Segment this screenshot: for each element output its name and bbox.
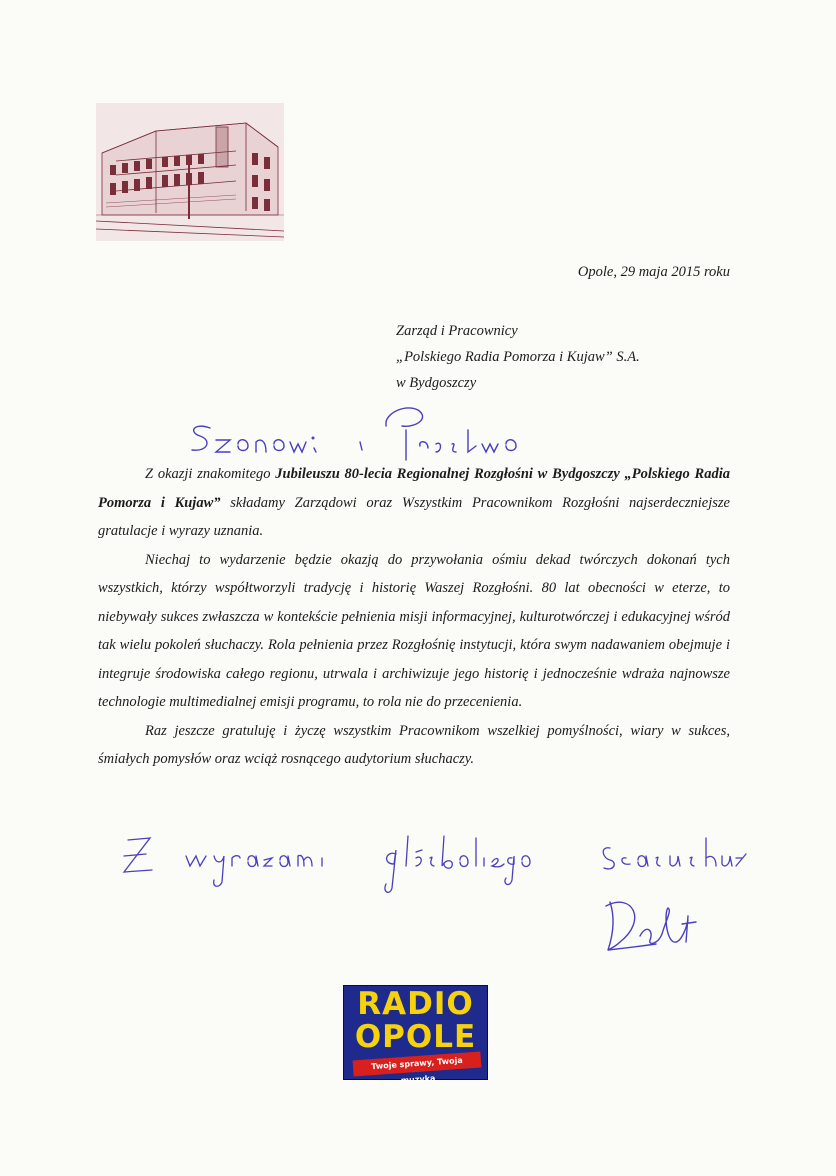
paragraph-3: Raz jeszcze gratuluję i życzę wszystkim Pracownikom wszelkiej pomyślności, wiary w sukces, śmiałych pomysłów oraz wciąż rosnącego audytorium słuchaczy. [98,722,730,767]
recipient-line-2: „Polskiego Radia Pomorza i Kujaw” S.A. [396,349,640,365]
jubilee-highlight: Jubileuszu 80-lecia Regionalnej Rozgłośni w Bydgoszczy „Polskiego Radia Pomorza i Kujaw” [98,466,730,511]
logo-tagline: Twoje sprawy, Twoja muzyka [353,1052,482,1077]
letter-body [98,460,730,774]
handwritten-closing [110,818,774,898]
closing-text: Z wyrazami głębokiego szacunku [760,826,774,827]
logo-line-1: RADIO [357,986,474,1022]
paragraph-1: Z okazji znakomitego Jubileuszu 80-lecia Regionalnej Rozgłośni w Bydgoszczy „Polskiego Radia Pomorza i Kujaw” składamy Zarządowi oraz Wszystkim Pracownikom Rozgłośni najserdeczniejsze gratulacje i wyrazy uznania. [98,466,730,539]
paragraph-2: Niechaj to wydarzenie będzie okazją do przywołania ośmiu dekad twórczych dokonań tych wszystkich, którzy współtworzyli tradycję i historię Waszej Rozgłośni. 80 lat obecności w eterze, to niebywały sukces zwłaszcza w kontekście pełnienia misji informacyjnej, kulturotwórczej i edukacyjnej wśród tak wielu pokoleń słuchaczy. Rola pełnienia przez Rozgłośnię instytucji, która swym nadawaniem obejmuje i integruje środowiska całego regionu, utrwala i archiwizuje jego historię i jednocześnie wdraża najnowsze technologie multimedialnej emisji programu, to rola nie do przecenienia. [98,551,730,710]
letter-date: Opole, 29 maja 2015 roku [577,264,730,280]
building-engraving-icon [96,103,284,241]
logo-line-2: OPOLE [354,1019,477,1055]
signature [596,890,716,960]
salutation-text: Szanowni Państwo [580,408,588,409]
recipient-line-3: w Bydgoszczy [396,375,477,391]
recipient-line-1: Zarząd i Pracownicy [396,323,518,339]
handwritten-salutation [180,400,588,460]
recipient-address [396,318,640,396]
radio-opole-logo [343,985,488,1086]
